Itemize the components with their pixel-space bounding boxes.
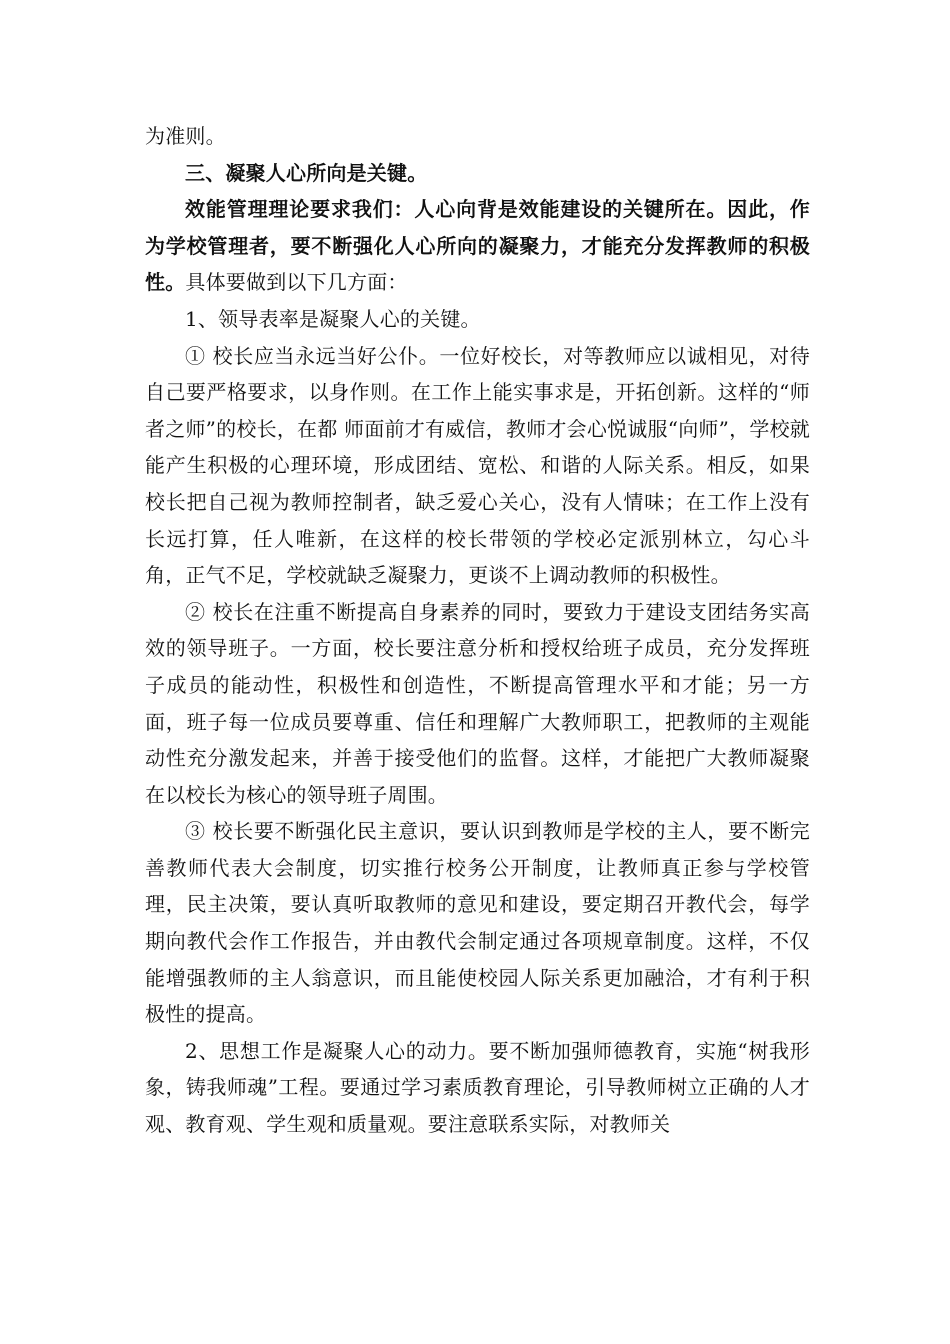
- paragraph-continuation: 为准则。: [145, 124, 226, 148]
- section-heading: 三、凝聚人心所向是关键。: [185, 160, 428, 185]
- paragraph-item-1: ① 校长应当永远当好公仆。一位好校长，对等教师应以诚相见，对待自己要严格要求，以身作则。在工作上能实事求是，开拓创新。这样的“师者之师”的校长，在都 师面前才有威信，教师才会心悦诚服“向师”，学校就能产生积极的心理环境，形成团结、宽松、和谐的人际关系。相反，如果校长把自己视为教师控制者，缺乏爱心关心，没有人情味；在工作上没有长远打算，任人唯新，在这样的校长带领的学校必定派别林立，勾心斗角，正气不足，学校就缺乏凝聚力，更谈不上调动教师的积极性。: [145, 343, 810, 588]
- paragraph-intro: [145, 191, 810, 301]
- subheading-1: 1、领导表率是凝聚人心的关键。: [185, 306, 481, 331]
- paragraph-item-2: ② 校长在注重不断提高自身素养的同时，要致力于建设支团结务实高效的领导班子。一方面，校长要注意分析和授权给班子成员，充分发挥班子成员的能动性，积极性和创造性，不断提高管理水平和才能；另一方面，班子每一位成员要尊重、信任和理解广大教师职工，把教师的主观能动性充分激发起来，并善于接受他们的监督。这样，才能把广大教师凝聚在以校长为核心的领导班子周围。: [145, 599, 810, 807]
- document-page: [145, 118, 810, 1143]
- paragraph-intro-bold: 效能管理理论要求我们：人心向背是效能建设的关键所在。因此，作为学校管理者，要不断强化人心所向的凝聚力，才能充分发挥教师的积极性。: [145, 197, 810, 295]
- paragraph-intro-normal: 具体要做到以下几方面：: [185, 270, 408, 295]
- subheading-2-paragraph: 2、思想工作是凝聚人心的动力。要不断加强师德教育，实施“树我形象，铸我师魂”工程。要通过学习素质教育理论，引导教师树立正确的人才观、教育观、学生观和质量观。要注意联系实际，对教师关: [145, 1038, 810, 1137]
- paragraph-item-3: ③ 校长要不断强化民主意识，要认识到教师是学校的主人，要不断完善教师代表大会制度，切实推行校务公开制度，让教师真正参与学校管理，民主决策，要认真听取教师的意见和建设，要定期召开教代会，每学期向教代会作工作报告，并由教代会制定通过各项规章制度。这样，不仅能增强教师的主人翁意识，而且能使校园人际关系更加融洽，才有利于积极性的提高。: [145, 819, 810, 1027]
